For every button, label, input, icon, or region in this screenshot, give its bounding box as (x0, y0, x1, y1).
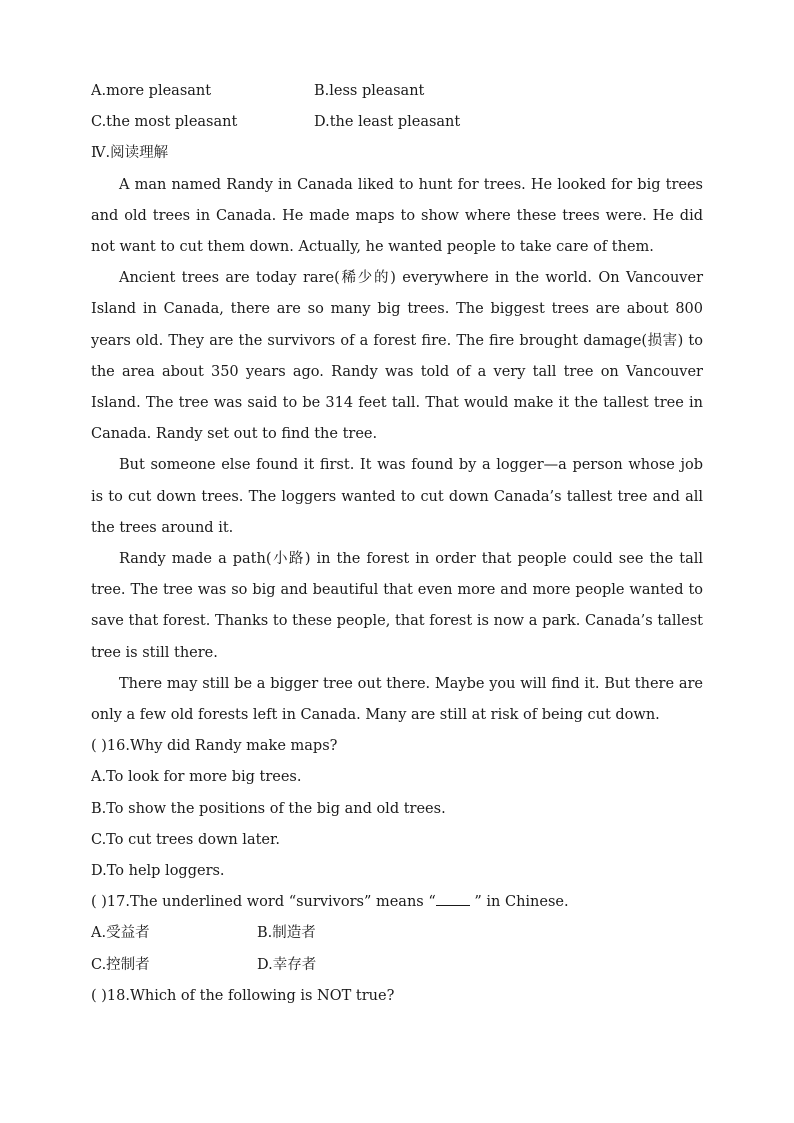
q17-options-row-2 (91, 950, 703, 981)
q17-option-a: A.受益者 (91, 925, 150, 942)
worksheet-page (91, 76, 703, 1012)
q17-stem-before: ( )17.The underlined word “survivors” means “ (91, 894, 436, 911)
q17-option-d: D.幸存者 (257, 956, 317, 973)
q17-option-c: C.控制者 (91, 956, 150, 973)
q16-option-a: A.To look for more big trees. (91, 769, 302, 786)
q15-option-b: B.less pleasant (314, 83, 425, 99)
q15-options-row-2 (91, 107, 703, 138)
section-title: Ⅳ.阅读理解 (91, 145, 169, 162)
q17-stem-after: ” in Chinese. (469, 894, 569, 911)
q15-option-d: D.the least pleasant (314, 114, 461, 131)
q18-stem: ( )18.Which of the following is NOT true? (91, 987, 395, 1004)
q16-option-b: B.To show the positions of the big and old trees. (91, 800, 446, 817)
passage-paragraph-5: There may still be a bigger tree out there. Maybe you will find it. But there are only a few old forests left in Canada. Many are still at risk of being cut down. (91, 675, 703, 724)
passage-paragraph-2: Ancient trees are today rare(稀少的) everywhere in the world. On Vancouver Island in Canada, there are so many big trees. The biggest trees are about 800 years old. They are the survivors of a forest fire. The fire brought damage(损害) to the area about 350 years ago. Randy was told of a very tall tree on Vancouver Island. The tree was said to be 314 feet tall. That would make it the tallest tree in Canada. Randy set out to find the tree. (91, 270, 703, 443)
q15-option-a: A.more pleasant (91, 83, 212, 99)
q16-stem: ( )16.Why did Randy make maps? (91, 738, 338, 755)
q17-options-row-1 (91, 918, 703, 949)
q17-option-b: B.制造者 (257, 925, 316, 942)
passage-paragraph-4: Randy made a path(小路) in the forest in order that people could see the tall tree. The tree was so big and beautiful that even more and more people wanted to save that forest. Thanks to these people, that forest is now a park. Canada’s tallest tree is still there. (91, 551, 703, 661)
q16-option-d: D.To help loggers. (91, 862, 225, 879)
passage-paragraph-3: But someone else found it first. It was found by a logger—a person whose job is to cut down trees. The loggers wanted to cut down Canada’s tallest tree and all the trees around it. (91, 457, 703, 536)
q17-answer-blank (436, 891, 470, 906)
q15-options-row-1 (91, 76, 703, 107)
passage-paragraph-1: A man named Randy in Canada liked to hunt for trees. He looked for big trees and old trees in Canada. He made maps to show where these trees were. He did not want to cut them down. Actually, he wanted people to take care of them. (91, 176, 703, 255)
q16-option-c: C.To cut trees down later. (91, 831, 280, 848)
q17-stem (91, 887, 703, 918)
q15-option-c: C.the most pleasant (91, 114, 238, 131)
